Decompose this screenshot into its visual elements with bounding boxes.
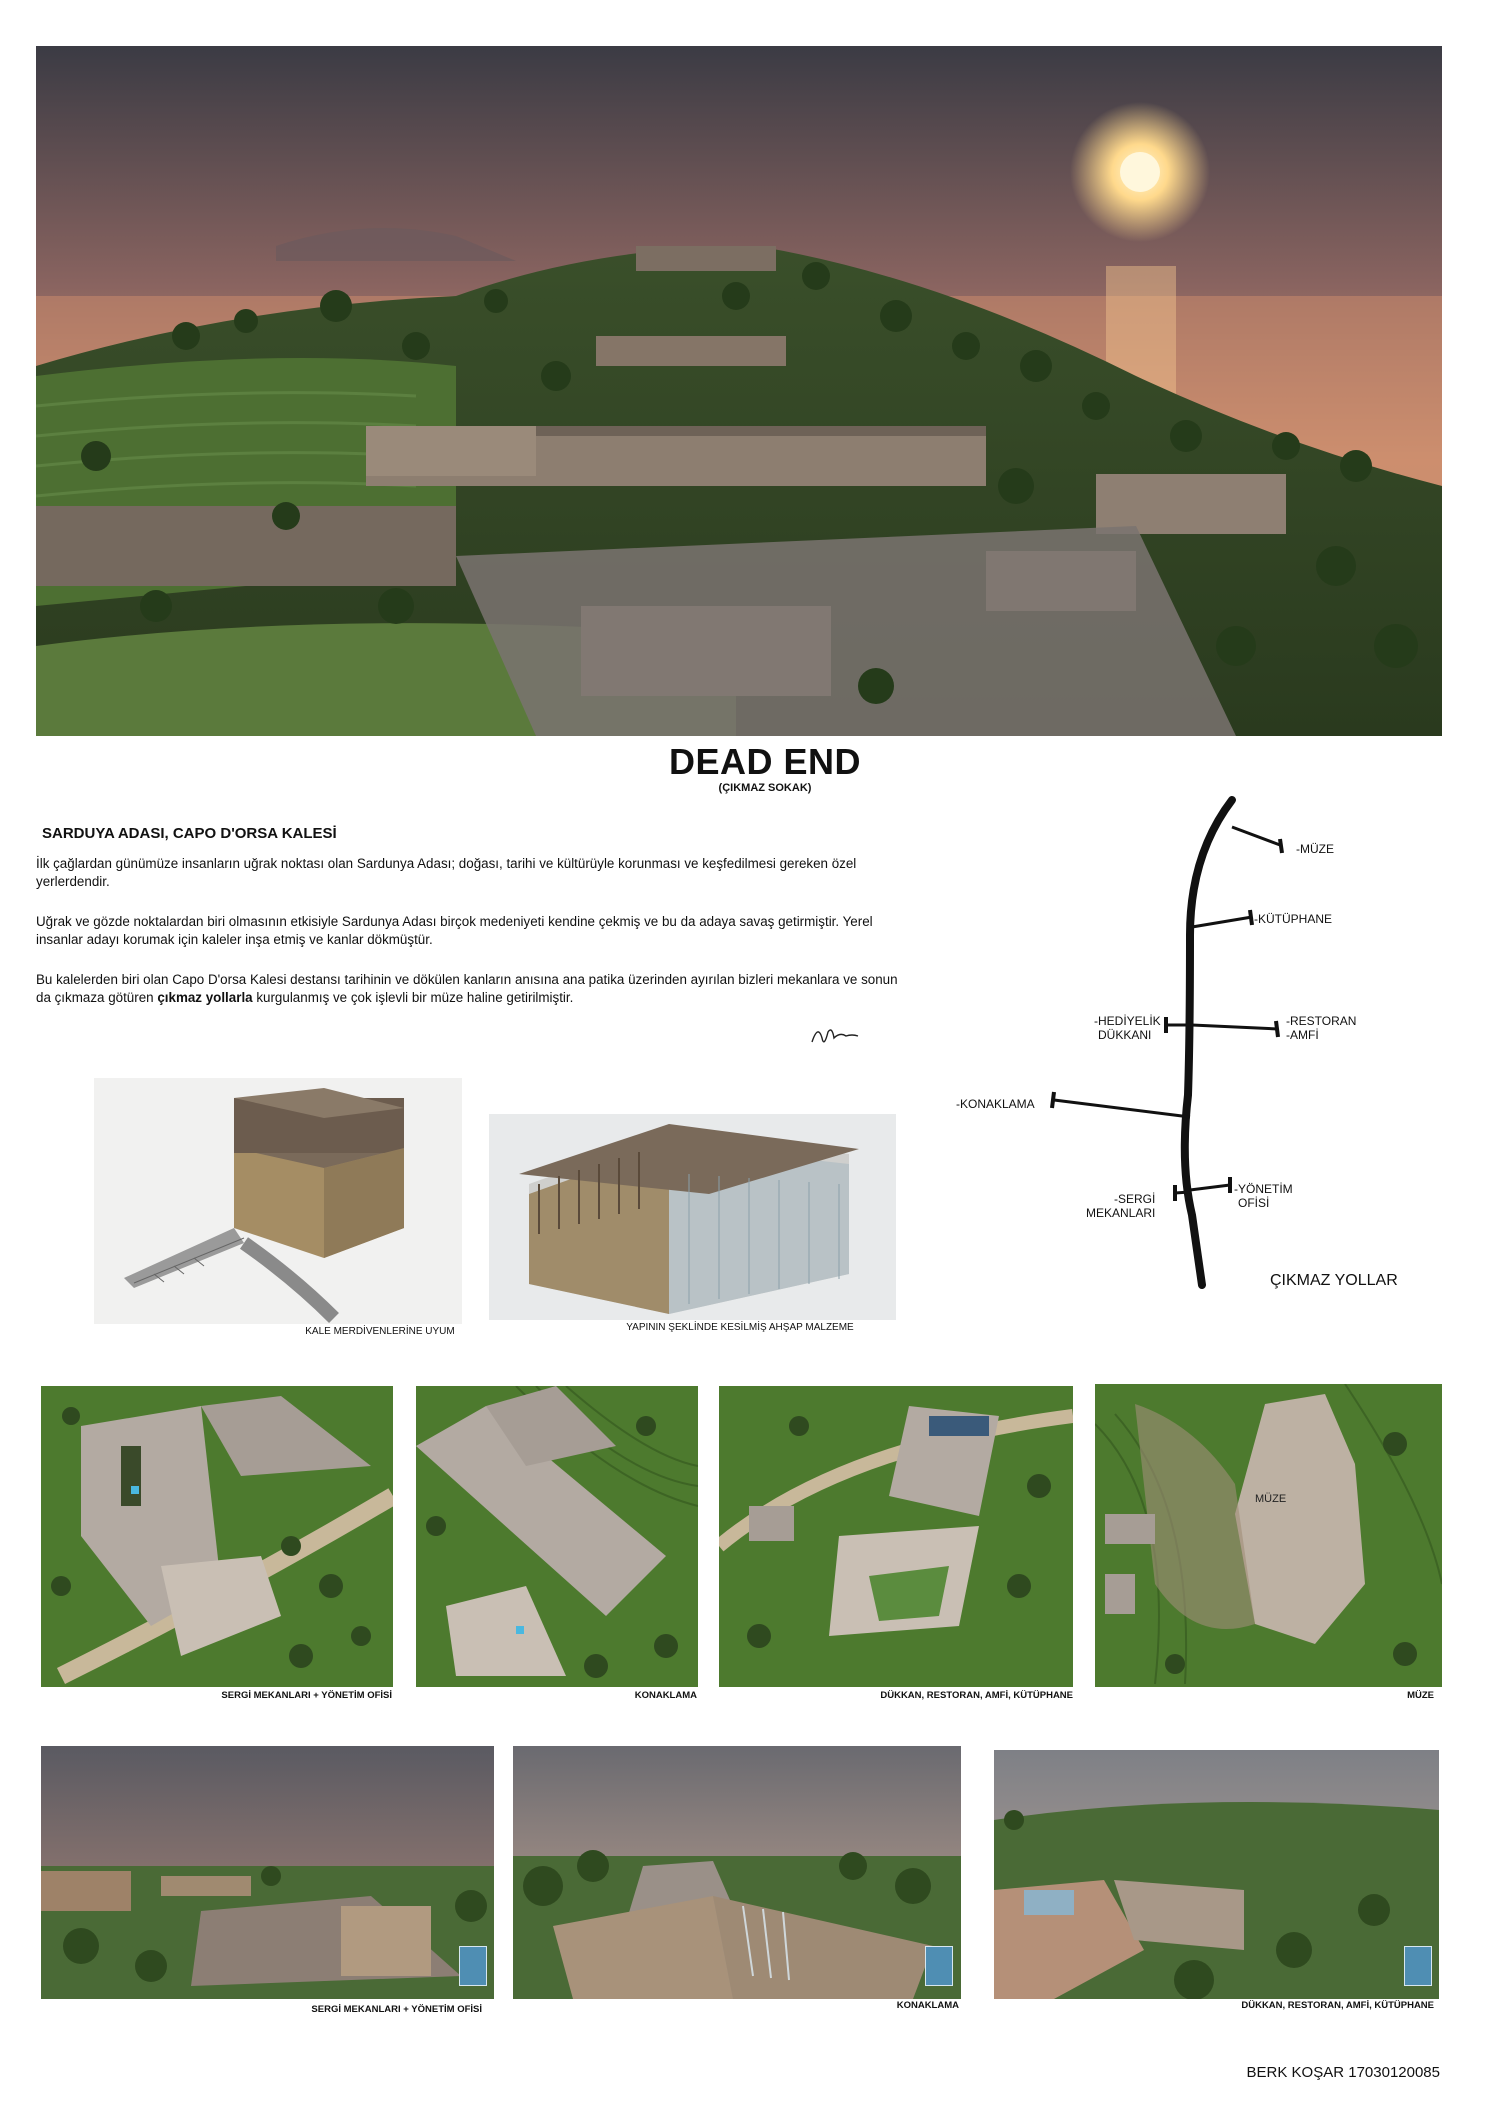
render-2-image <box>513 1746 961 1999</box>
diagram-label-sergi <box>1086 1192 1155 1220</box>
logo-icon <box>459 1946 487 1986</box>
diagram-label-yonetim-line2: OFİSİ <box>1238 1196 1270 1210</box>
diagram-label-yonetim <box>1234 1182 1293 1210</box>
render-1-image <box>41 1746 494 1999</box>
diagram-label-yonetim-line1: -YÖNETİM <box>1234 1182 1293 1196</box>
author-name: BERK KOŞAR 17030120085 <box>1246 2064 1440 2081</box>
diagram-label-sergi-line1: -SERGİ <box>1114 1192 1156 1206</box>
site-plan-1-caption: SERGİ MEKANLARI + YÖNETİM OFİSİ <box>221 1690 392 1701</box>
diagram-title: ÇIKMAZ YOLLAR <box>1270 1272 1398 1289</box>
paragraph-history: Uğrak ve gözde noktalardan biri olmasının etkisiyle Sardunya Adası birçok medeniyeti kendine çekmiş ve bu da adaya savaş getirmiştir. Yerel insanlar adayı korumak için kaleler inşa etmiş ve kanlar dökmüştür. <box>36 914 873 947</box>
section-heading: SARDUYA ADASI, CAPO D'ORSA KALESİ <box>42 825 337 842</box>
site-plan-2-caption: KONAKLAMA <box>634 1690 697 1701</box>
render-3-image <box>994 1750 1439 1999</box>
model-wood-image <box>489 1114 896 1320</box>
site-plan-4-caption: MÜZE <box>1407 1690 1434 1701</box>
site-plan-3-image <box>719 1386 1073 1687</box>
paragraph-concept-part2: kurgulanmış ve çok işlevli bir müze haline getirilmiştir. <box>252 990 574 1005</box>
model-stair-caption: KALE MERDİVENLERİNE UYUM <box>305 1326 455 1337</box>
diagram-label-restoran-line2: -AMFİ <box>1286 1028 1319 1042</box>
model-wood-caption: YAPININ ŞEKLİNDE KESİLMİŞ AHŞAP MALZEME <box>626 1322 854 1333</box>
paragraph-intro: İlk çağlardan günümüze insanların uğrak noktası olan Sardunya Adası; doğası, tarihi ve kültürüyle korunması ve keşfedilmesi gereken özel yerlerdendir. <box>36 856 857 889</box>
diagram-label-hediyelik-line2: DÜKKANI <box>1098 1028 1152 1042</box>
diagram-label-restoran <box>1286 1014 1356 1042</box>
paragraph-concept <box>36 971 916 1007</box>
diagram-label-restoran-line1: -RESTORAN <box>1286 1014 1357 1028</box>
diagram-label-kutuphane: -KÜTÜPHANE <box>1254 912 1333 926</box>
diagram-label-sergi-line2: MEKANLARI <box>1086 1206 1156 1220</box>
site-plan-3-caption: DÜKKAN, RESTORAN, AMFİ, KÜTÜPHANE <box>880 1690 1073 1701</box>
render-2-caption: KONAKLAMA <box>896 2000 959 2011</box>
page-title: DEAD END <box>668 741 861 782</box>
site-plan-4-image <box>1095 1384 1442 1687</box>
diagram-label-hediyelik <box>1094 1014 1161 1042</box>
hero-render-image <box>36 46 1442 736</box>
logo-icon <box>925 1946 953 1986</box>
site-plan-1-image <box>41 1386 393 1687</box>
page-subtitle: (ÇIKMAZ SOKAK) <box>718 782 812 794</box>
logo-icon <box>1404 1946 1432 1986</box>
render-3-caption: DÜKKAN, RESTORAN, AMFİ, KÜTÜPHANE <box>1241 2000 1434 2011</box>
site-plan-4-map-label: MÜZE <box>1255 1493 1287 1505</box>
diagram-label-muze: -MÜZE <box>1296 842 1334 856</box>
model-stair-image <box>94 1078 462 1324</box>
dead-end-road-diagram <box>1040 795 1340 1295</box>
site-plan-2-image <box>416 1386 698 1687</box>
diagram-label-hediyelik-line1: -HEDİYELİK <box>1094 1014 1161 1028</box>
render-1-caption: SERGİ MEKANLARI + YÖNETİM OFİSİ <box>311 2004 482 2015</box>
signature-image <box>808 1022 860 1050</box>
paragraph-concept-bold: çıkmaz yollarla <box>157 990 253 1005</box>
diagram-label-konaklama: -KONAKLAMA <box>956 1097 1035 1111</box>
paragraph-concept-part1: Bu kalelerden biri olan Capo D'orsa Kalesi destansı tarihinin ve dökülen kanların anısına ana patika üzerinden ayırılan bizleri mekanlara ve sonun da çıkmaza götüren <box>36 972 898 1005</box>
